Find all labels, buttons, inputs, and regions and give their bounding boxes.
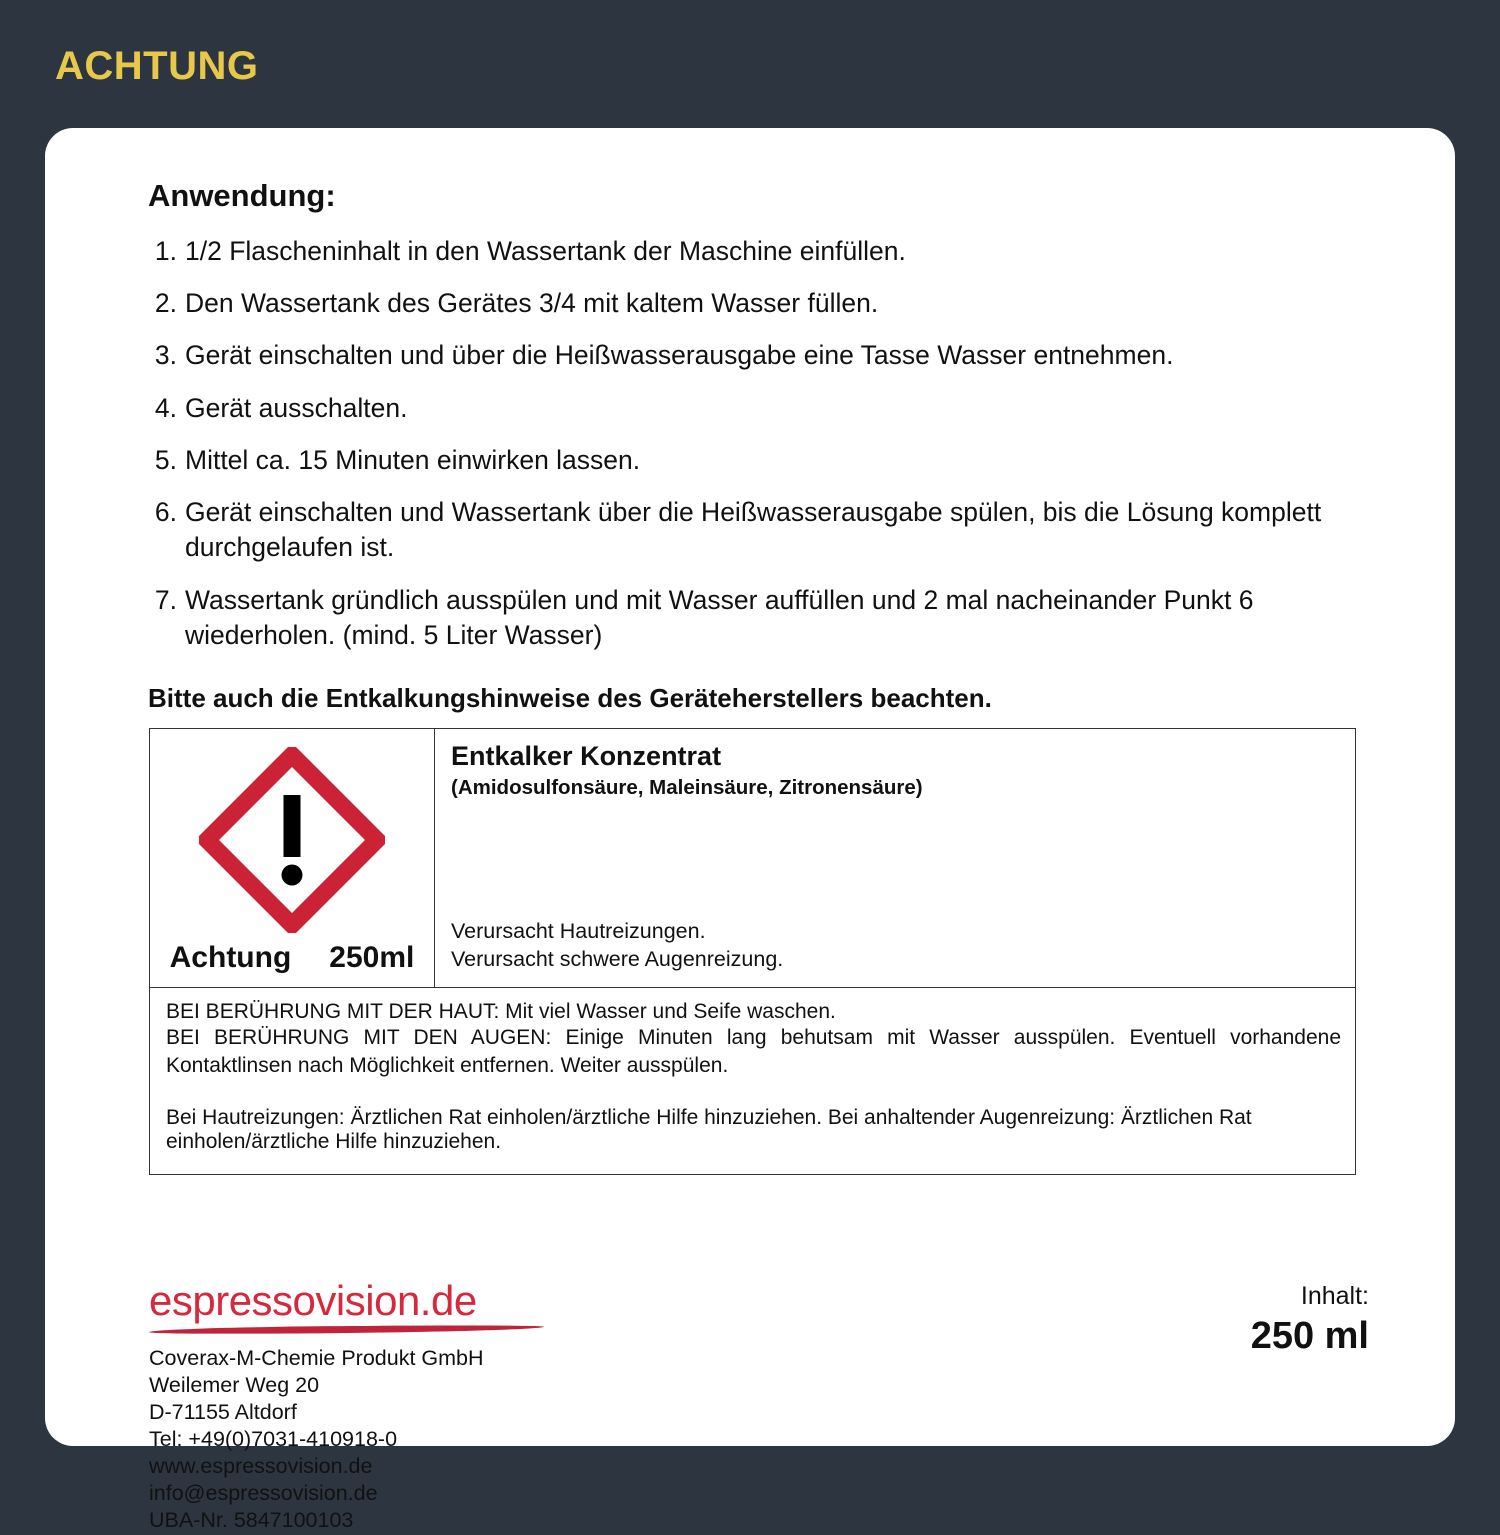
list-item: 1/2 Flascheninhalt in den Wassertank der Maschine einfüllen.: [185, 236, 906, 266]
page-title: ACHTUNG: [55, 44, 259, 88]
label-card: [45, 128, 1455, 1533]
content-value: 250 ml: [1250, 1315, 1369, 1357]
list-item: Mittel ca. 15 Minuten einwirken lassen.: [185, 444, 641, 475]
company-name: Coverax-M-Chemie Produkt GmbH: [149, 1346, 484, 1370]
ghs-top-row: [150, 729, 1355, 988]
brand-underline: [149, 1324, 544, 1335]
content-label: Inhalt:: [1300, 1282, 1369, 1310]
ghs-product-cell: [435, 729, 1355, 987]
precaution-skin: BEI BERÜHRUNG MIT DER HAUT: Mit viel Wasser und Seife waschen.: [166, 1000, 836, 1024]
application-heading: Anwendung:: [148, 178, 336, 213]
volume-label: 250ml: [329, 941, 415, 975]
company-website[interactable]: www.espressovision.de: [149, 1454, 373, 1479]
company-email[interactable]: info@espressovision.de: [149, 1481, 378, 1506]
precaution-eyes: BEI BERÜHRUNG MIT DEN AUGEN: Einige Minuten lang behutsam mit Wasser ausspülen. Eventuell vorhandene Kontaktlinsen nach Möglichkeit entfernen. Weiter ausspülen.: [166, 1026, 1341, 1078]
list-item: Gerät einschalten und über die Heißwasserausgabe eine Tasse Wasser entnehmen.: [185, 340, 1174, 371]
ghs-caption: [158, 941, 426, 975]
company-address: [149, 1345, 544, 1535]
ghs-pictogram-cell: [150, 729, 435, 987]
product-substances: (Amidosulfonsäure, Maleinsäure, Zitronensäure): [451, 776, 923, 800]
exclamation-mark-hazard-pictogram: [199, 747, 385, 933]
ghs-precautions-cell: [150, 988, 1355, 1174]
company-street: Weilemer Weg 20: [149, 1373, 320, 1398]
footer-block: [149, 1277, 544, 1535]
list-item: Wassertank gründlich ausspülen und mit Wasser auffüllen und 2 mal nacheinander Punkt 6 wiederholen. (mind. 5 Liter Wasser): [185, 584, 1254, 650]
list-item: Gerät einschalten und Wassertank über die Heißwasserausgabe spülen, bis die Lösung komplett durchgelaufen ist.: [185, 497, 1322, 563]
company-phone: Tel: +49(0)7031-410918-0: [149, 1427, 398, 1452]
ghs-hazard-box: [149, 728, 1356, 1175]
hazard-statement: Verursacht Hautreizungen.: [451, 919, 706, 944]
hazard-statements: [451, 918, 1341, 977]
hazard-statement: Verursacht schwere Augenreizung.: [451, 946, 784, 971]
precaution-advice: Bei Hautreizungen: Ärztlichen Rat einholen/ärztliche Hilfe hinzuziehen. Bei anhaltender Augenreizung: Ärztlichen Rat einholen/ärztliche Hilfe hinzuziehen.: [166, 1105, 1252, 1153]
product-name: Entkalker Konzentrat: [451, 741, 722, 772]
application-steps-list: [103, 234, 1399, 653]
brand-name: espressovision.de: [149, 1277, 477, 1324]
company-city: D-71155 Altdorf: [149, 1400, 297, 1425]
manufacturer-note: Bitte auch die Entkalkungshinweise des Geräteherstellers beachten.: [148, 683, 992, 714]
list-item: Gerät ausschalten.: [185, 392, 408, 423]
signal-word: Achtung: [169, 941, 292, 975]
uba-number: UBA-Nr. 5847100103: [149, 1508, 354, 1533]
content-volume-block: [1251, 1282, 1369, 1358]
list-item: Den Wassertank des Gerätes 3/4 mit kaltem Wasser füllen.: [185, 288, 879, 319]
